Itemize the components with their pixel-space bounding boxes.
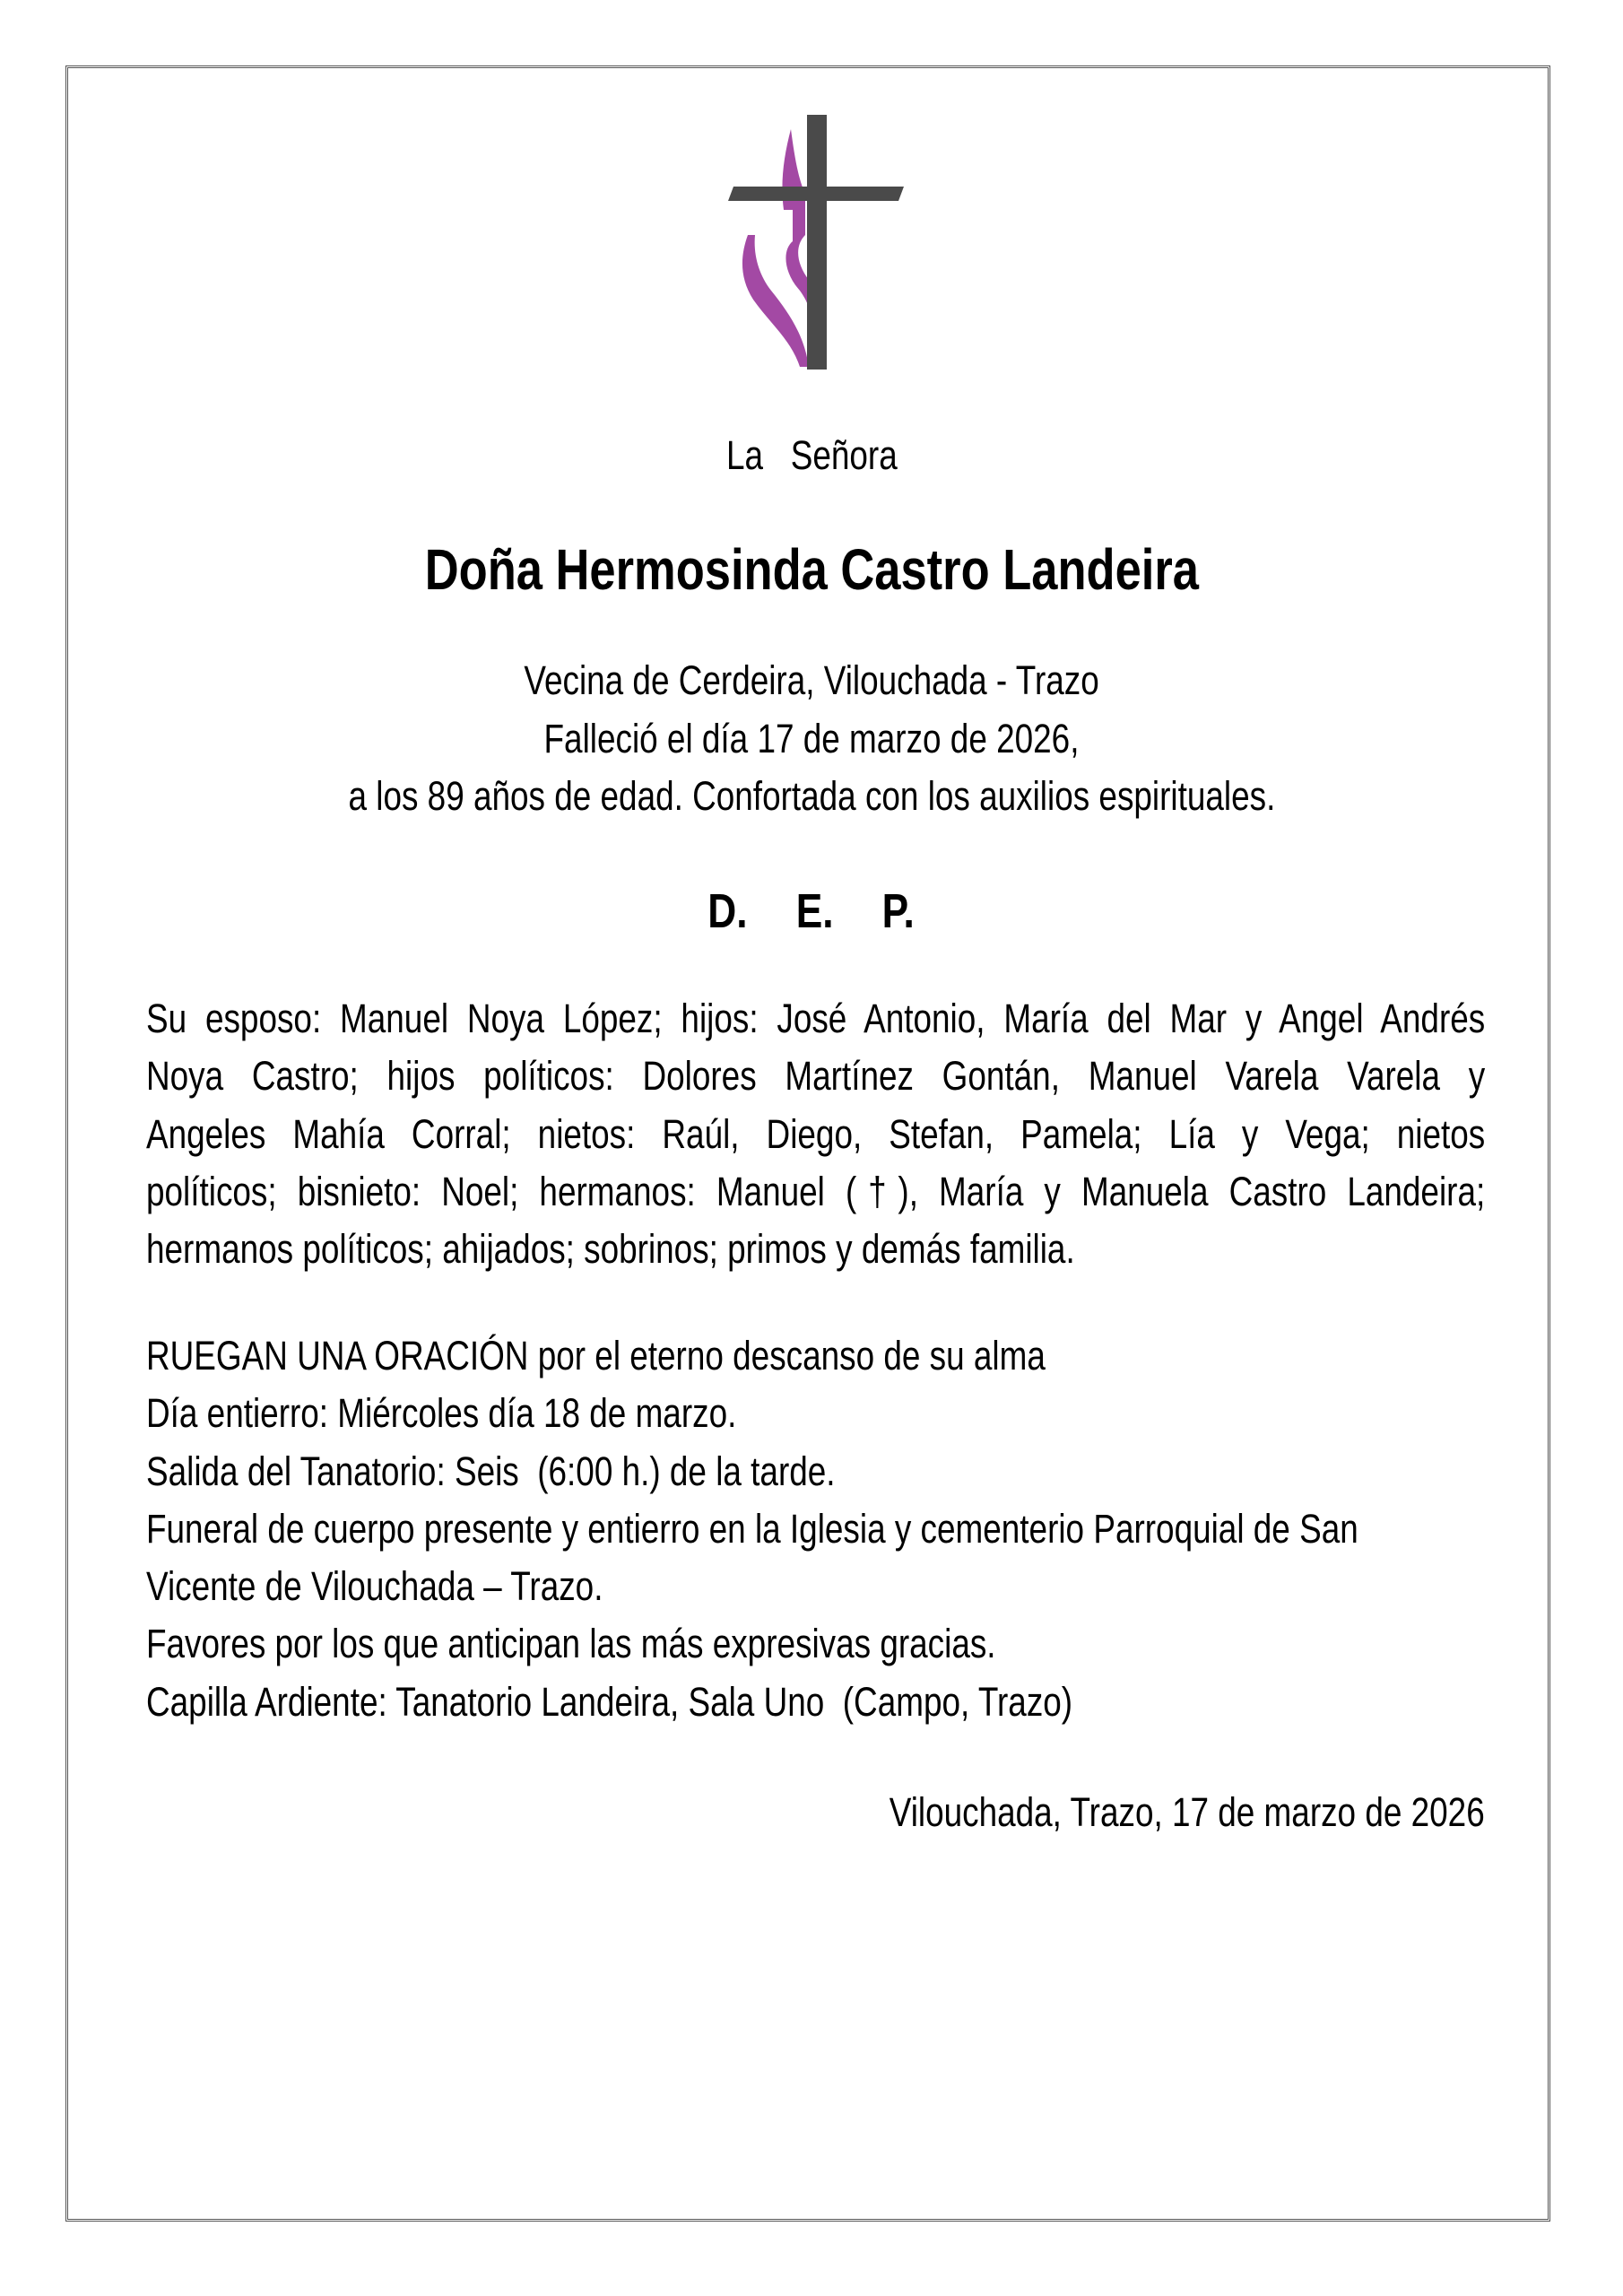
family-line: Angeles Mahía Corral; nietos: Raúl, Diego, Stefan, Pamela; Lía y Vega; nietos [146,1110,1486,1157]
family-line: políticos; bisnieto: Noel; hermanos: Manuel (†), María y Manuela Castro Landeira; [146,1168,1486,1214]
family-line: Noya Castro; hijos políticos: Dolores Martínez Gontán, Manuel Varela Varela y [146,1053,1486,1100]
service-line: RUEGAN UNA ORACIÓN por el eterno descanso de su alma [146,1333,1046,1378]
family-line: Su esposo: Manuel Noya López; hijos: José Antonio, María del Mar y Angel Andrés [146,996,1486,1041]
signature-date: Vilouchada, Trazo, 17 de marzo de 2026 [890,1789,1485,1835]
dep-heading: D. E. P. [707,884,916,938]
cross-vertical [807,115,827,370]
service-line: Salida del Tanatorio: Seis (6:00 h.) de la tarde. [146,1448,836,1494]
family-paragraph [146,990,1485,1278]
service-line: Vicente de Vilouchada – Trazo. [146,1563,603,1610]
deceased-name: Doña Hermosinda Castro Landeira [424,537,1199,602]
detail-line: Falleció el día 17 de marzo de 2026, [543,716,1080,761]
honorific: La Señora [725,432,898,478]
detail-line: a los 89 años de edad. Confortada con los auxilios espirituales. [348,773,1275,819]
service-line: Día entierro: Miércoles día 18 de marzo. [146,1390,737,1437]
cross-flame-icon [728,111,904,373]
service-line: Favores por los que anticipan las más expresivas gracias. [146,1621,996,1667]
detail-line: Vecina de Cerdeira, Vilouchada - Trazo [524,657,1099,703]
cross-horizontal [728,187,904,201]
service-line: Funeral de cuerpo presente y entierro en la Iglesia y cementerio Parroquial de San [146,1505,1358,1552]
service-line: Capilla Ardiente: Tanatorio Landeira, Sala Uno (Campo, Trazo) [146,1678,1073,1725]
family-line: hermanos políticos; ahijados; sobrinos; primos y demás familia. [146,1226,1075,1273]
service-details [146,1327,1485,1731]
